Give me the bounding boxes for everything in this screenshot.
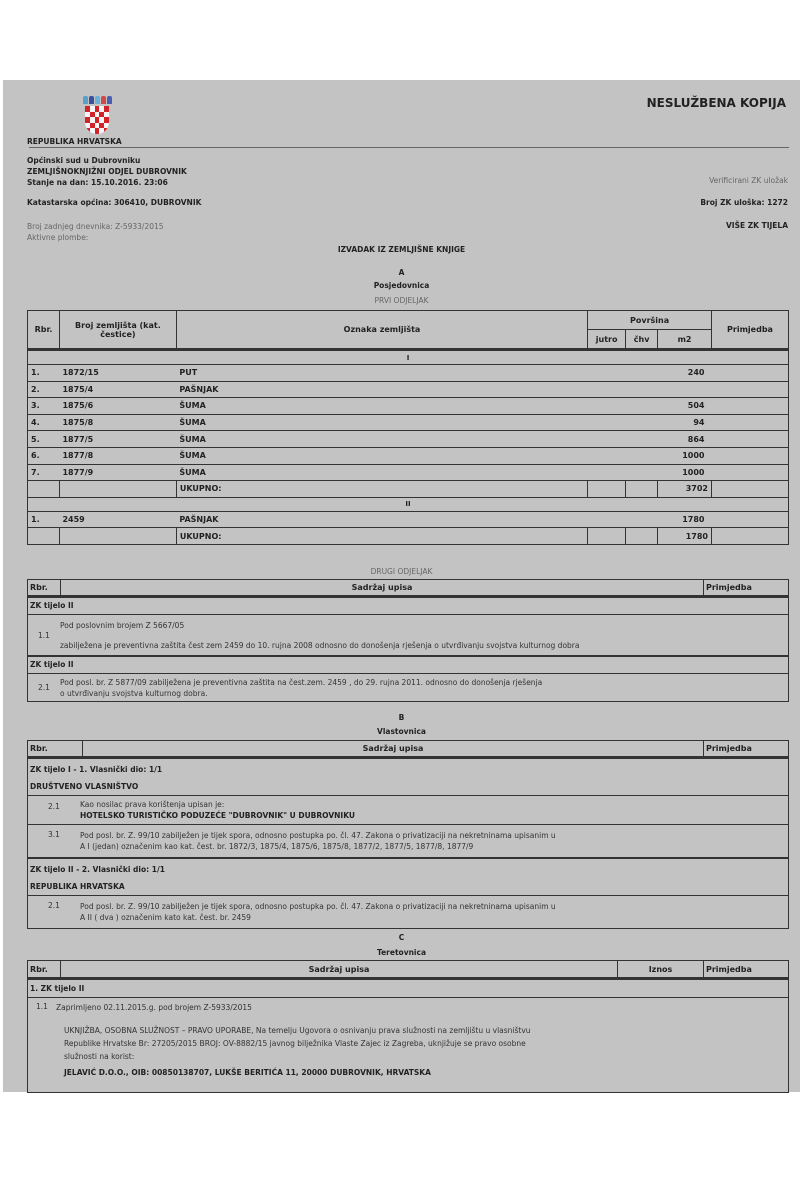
court-info <box>27 155 187 188</box>
court-name: Općinski sud u Dubrovniku <box>27 156 141 165</box>
col-note: Primjedba <box>706 744 752 753</box>
row-parcel: 1872/15 <box>59 365 176 382</box>
row-designation: ŠUMA <box>176 414 587 431</box>
total-label: UKUPNO: <box>176 481 587 498</box>
last-journal-number: Broj zadnjeg dnevnika: Z-5933/2015 <box>27 222 164 231</box>
row-rbr: 7. <box>28 464 60 481</box>
empty-cell <box>28 528 60 545</box>
empty-cell <box>588 528 626 545</box>
entry-number: 2.1 <box>48 901 60 910</box>
row-designation: ŠUMA <box>176 447 587 464</box>
row-note <box>712 365 789 382</box>
row-rbr: 3. <box>28 398 60 415</box>
entry-number: 2.1 <box>48 802 60 811</box>
table-header <box>28 961 788 980</box>
empty-cell <box>59 481 176 498</box>
beneficiary: JELAVIĆ D.O.O., OIB: 00850138707, LUKŠE BERITIĆA 11, 20000 DUBROVNIK, HRVATSKA <box>64 1068 431 1077</box>
entry-number: 1.1 <box>38 630 50 640</box>
entry-text <box>60 620 788 651</box>
col-chv: čhv <box>626 330 658 350</box>
entry-number: 2.1 <box>38 683 50 692</box>
row-note <box>712 381 789 398</box>
ownership-table <box>27 740 789 929</box>
group-label: ZK tijelo I - 1. Vlasnički dio: 1/1 <box>30 765 163 774</box>
row-rbr: 6. <box>28 447 60 464</box>
row-m2: 1000 <box>588 464 712 481</box>
table-row <box>28 511 789 528</box>
row-m2: 240 <box>588 365 712 382</box>
group-label: ZK tijelo II <box>28 656 788 674</box>
col-note: Primjedba <box>706 964 752 974</box>
empty-cell <box>626 528 658 545</box>
entry-text: Pod posl. br. Z. 99/10 zabilježen je tijek spora, odnosno postupka po. čl. 47. Zakona o privatizaciji na nekretninama upisanim u A II ( dva ) označenim kato kat. čest. br. 2459 <box>80 902 556 922</box>
row-parcel: 1875/6 <box>59 398 176 415</box>
list-item <box>28 615 788 656</box>
second-part-title: DRUGI ODJELJAK <box>370 567 433 576</box>
total-label: UKUPNO: <box>176 528 587 545</box>
col-note: Primjedba <box>712 311 789 350</box>
active-seals: Aktivne plombe: <box>27 233 89 242</box>
empty-cell <box>626 481 658 498</box>
entry-line: zabilježena je preventivna zaštita čest zem 2459 do 10. rujna 2008 odnosno do donošenja rješenja o utvrđivanju svojstva kulturnog dobra <box>60 640 580 650</box>
section-a-letter: A <box>398 268 405 277</box>
section-b-title: Vlastovnica <box>377 727 426 736</box>
multiple-bodies-label: VIŠE ZK TIJELA <box>726 221 788 230</box>
col-rbr: Rbr. <box>28 580 61 595</box>
section-a-title: Posjedovnica <box>373 281 430 290</box>
row-m2: 864 <box>588 431 712 448</box>
ownership-group <box>28 858 788 896</box>
row-rbr: 5. <box>28 431 60 448</box>
row-note <box>712 511 789 528</box>
entry-line: Pod poslovnim brojem Z 5667/05 <box>60 620 185 630</box>
department-name: ZEMLJIŠNOKNJIŽNI ODJEL DUBROVNIK <box>27 167 187 176</box>
row-rbr: 4. <box>28 414 60 431</box>
col-rbr: Rbr. <box>28 961 61 977</box>
row-note <box>712 431 789 448</box>
entry-text <box>56 1002 788 1078</box>
row-designation: PUT <box>176 365 587 382</box>
empty-cell <box>28 481 60 498</box>
header-divider <box>29 147 789 148</box>
document-page <box>3 80 800 1092</box>
row-parcel: 1875/8 <box>59 414 176 431</box>
row-m2: 1780 <box>588 511 712 528</box>
journal-info <box>27 221 164 243</box>
received-note: Zaprimljeno 02.11.2015.g. pod brojem Z-5933/2015 <box>56 1003 252 1012</box>
row-parcel: 1877/5 <box>59 431 176 448</box>
col-m2: m2 <box>658 330 712 350</box>
list-item <box>28 998 788 1092</box>
col-amount: Iznos <box>618 961 704 977</box>
owner-name: DRUŠTVENO VLASNIŠTVO <box>30 782 139 791</box>
row-designation: ŠUMA <box>176 464 587 481</box>
list-item <box>28 796 788 825</box>
body-label: I <box>28 350 789 365</box>
row-designation: PAŠNJAK <box>176 381 587 398</box>
row-rbr: 1. <box>28 365 60 382</box>
row-designation: ŠUMA <box>176 398 587 415</box>
entry-number: 3.1 <box>48 830 60 839</box>
col-parcel: Broj zemljišta (kat. čestice) <box>59 311 176 350</box>
entry-line: Kao nosilac prava korištenja upisan je: <box>80 800 225 809</box>
total-row <box>28 481 789 498</box>
col-content: Sadržaj upisa <box>61 961 618 977</box>
row-parcel: 2459 <box>59 511 176 528</box>
row-note <box>712 398 789 415</box>
table-row <box>28 365 789 382</box>
table-row <box>28 431 789 448</box>
country-label: REPUBLIKA HRVATSKA <box>27 137 122 146</box>
list-item <box>28 674 788 701</box>
row-designation: PAŠNJAK <box>176 511 587 528</box>
folio-number: Broj ZK uloška: 1272 <box>700 198 788 207</box>
group-label: ZK tijelo II - 2. Vlasnički dio: 1/1 <box>30 865 165 874</box>
encumbrance-notes-table <box>27 579 789 702</box>
row-m2: 1000 <box>588 447 712 464</box>
state-date: Stanje na dan: 15.10.2016. 23:06 <box>27 178 168 187</box>
col-content: Sadržaj upisa <box>61 580 704 595</box>
total-row <box>28 528 789 545</box>
table-header <box>28 741 788 759</box>
col-area: Površina <box>588 311 712 330</box>
col-note: Primjedba <box>706 583 752 592</box>
section-c-letter: C <box>398 933 405 942</box>
table-row <box>28 381 789 398</box>
cadastral-municipality: Katastarska općina: 306410, DUBROVNIK <box>27 198 202 207</box>
section-b-letter: B <box>398 713 405 722</box>
total-m2: 3702 <box>658 481 712 498</box>
col-rbr: Rbr. <box>28 311 60 350</box>
entry-text: Pod posl. br. Z. 99/10 zabilježen je tijek spora, odnosno postupka po. čl. 47. Zakona o privatizaciji na nekretninama upisanim u A I (jedan) označenim kao kat. čest. br. 1872/3, 1875/4, 1875/6, 1875/8, 1877/2, 1877/5, 1877/8, 1877/9 <box>80 831 556 851</box>
row-rbr: 1. <box>28 511 60 528</box>
row-parcel: 1875/4 <box>59 381 176 398</box>
empty-cell <box>712 528 789 545</box>
col-rbr: Rbr. <box>28 741 83 756</box>
rights-holder: HOTELSKO TURISTIČKO PODUZEĆE "DUBROVNIK" U DUBROVNIKU <box>80 811 355 820</box>
col-content: Sadržaj upisa <box>83 741 704 756</box>
encumbrances-table <box>27 960 789 1093</box>
owner-name: REPUBLIKA HRVATSKA <box>30 882 125 891</box>
list-item <box>28 825 788 858</box>
entry-text: Pod posl. br. Z 5877/09 zabilježena je preventivna zaštita na čest.zem. 2459 , do 29. rujna 2011. odnosno do donošenja rješenja o utvrđivanju svojstva kulturnog dobra. <box>60 677 543 698</box>
entry-line: UKNJIŽBA, OSOBNA SLUŽNOST – PRAVO UPORABE, Na temelju Ugovora o osnivanju prava služnosti na zemljištu u vlasništvu Republike Hrvatske Br: 27205/2015 BROJ: OV-8882/15 javnog bilježnika Vlaste Zajec iz Zagreba, uknjižuje se pravo osobne služnosti na korist: <box>64 1026 531 1061</box>
row-note <box>712 414 789 431</box>
first-part-title: PRVI ODJELJAK <box>374 296 429 305</box>
table-row <box>28 414 789 431</box>
row-parcel: 1877/8 <box>59 447 176 464</box>
row-parcel: 1877/9 <box>59 464 176 481</box>
unofficial-copy-title: NESLUŽBENA KOPIJA <box>646 96 786 110</box>
row-rbr: 2. <box>28 381 60 398</box>
empty-cell <box>588 481 626 498</box>
col-jutro: jutro <box>588 330 626 350</box>
body-label: II <box>28 497 789 511</box>
table-row <box>28 447 789 464</box>
row-m2 <box>588 381 712 398</box>
parcels-table <box>27 310 789 545</box>
empty-cell <box>59 528 176 545</box>
list-item <box>28 896 788 928</box>
verified-folio: Verificirani ZK uložak <box>709 176 788 185</box>
row-m2: 94 <box>588 414 712 431</box>
ownership-group <box>28 759 788 796</box>
row-note <box>712 447 789 464</box>
empty-cell <box>712 481 789 498</box>
table-row <box>28 398 789 415</box>
croatian-coat-of-arms-icon <box>82 96 112 136</box>
document-title: IZVADAK IZ ZEMLJIŠNE KNJIGE <box>337 245 466 254</box>
group-label: ZK tijelo II <box>28 598 788 615</box>
row-m2: 504 <box>588 398 712 415</box>
col-designation: Oznaka zemljišta <box>176 311 587 350</box>
group-label: 1. ZK tijelo II <box>28 980 788 998</box>
total-m2: 1780 <box>658 528 712 545</box>
entry-number: 1.1 <box>36 1002 48 1011</box>
row-designation: ŠUMA <box>176 431 587 448</box>
row-note <box>712 464 789 481</box>
table-header <box>28 580 788 598</box>
entry-text <box>80 799 788 821</box>
table-row <box>28 464 789 481</box>
section-c-title: Teretovnica <box>376 948 427 957</box>
